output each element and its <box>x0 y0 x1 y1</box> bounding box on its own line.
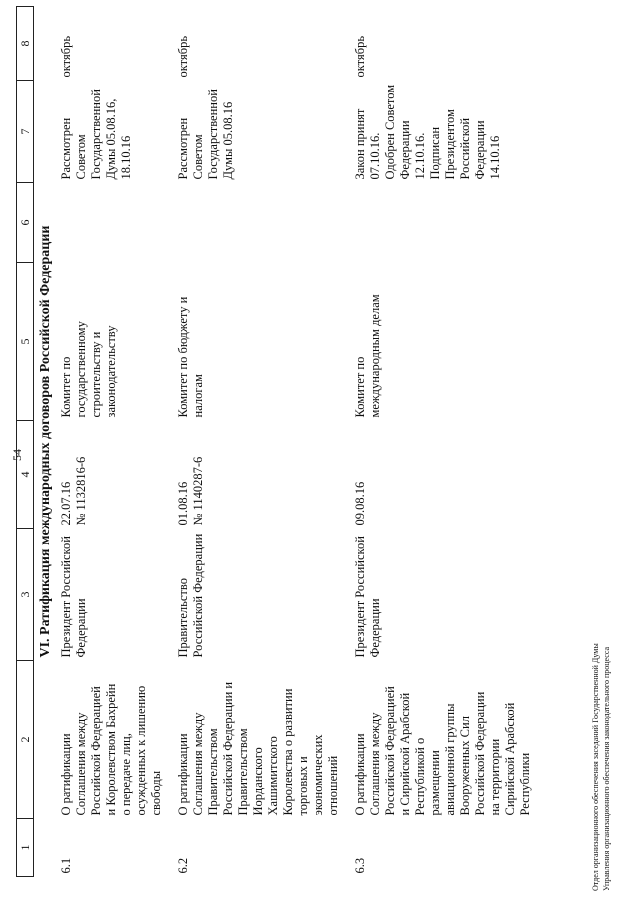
column-number: 1 <box>17 819 34 877</box>
row-number: 6.1 <box>59 857 73 874</box>
column-6-cell <box>176 183 353 263</box>
bill-status: Рассмотрен Советом Государственной Думы 05.08.16, 18.10.16 <box>59 89 133 180</box>
column-number: 8 <box>17 7 34 81</box>
column-number: 3 <box>17 529 34 661</box>
column-number-row <box>17 7 34 877</box>
responsible-committee: Комитет по государственному строительству и законодательству <box>59 321 118 418</box>
bill-initiator: Правительство Российской Федерации <box>176 533 205 658</box>
responsible-committee: Комитет по бюджету и налогам <box>176 296 205 418</box>
bill-initiator: Президент Российской Федерации <box>353 536 382 658</box>
table-row <box>59 7 176 877</box>
bill-status: Закон принят 07.10.16. Одобрен Советом Федерации 12.10.16. Подписан Президентом Российской Федерации 14.10.16 <box>353 84 502 180</box>
page-footer <box>590 643 612 891</box>
footer-line: Управления организационного обеспечения законодательного процесса <box>602 646 611 891</box>
bill-registration: 09.08.16 <box>353 481 367 526</box>
planned-month: октябрь <box>176 35 190 78</box>
bill-registration: 22.07.16 № 1132816-6 <box>59 456 88 526</box>
column-number: 4 <box>17 421 34 529</box>
row-number: 6.3 <box>353 857 367 874</box>
column-number: 6 <box>17 183 34 263</box>
table-row <box>176 7 353 877</box>
bill-registration: 01.08.16 № 1140287-6 <box>176 456 205 526</box>
bill-title: О ратификации Соглашения между Российской Федерацией и Королевством Бахрейн о передаче лиц, осужденных к лишению свободы <box>59 683 163 816</box>
page-number: 54 <box>10 449 24 461</box>
table-row <box>353 7 545 877</box>
column-number: 7 <box>17 81 34 183</box>
section-title: VI. Ратификация международных договоров Российской Федерации <box>38 225 53 658</box>
column-6-cell <box>353 183 545 263</box>
column-6-cell <box>59 183 176 263</box>
bill-title: О ратификации Соглашения между Правительством Российской Федерации и Правительством Иорданского Хашимитского Королевства о развитии торговых и экономических отношений <box>176 681 340 816</box>
column-number: 5 <box>17 263 34 421</box>
footer-line: Отдел организационного обеспечения заседаний Государственной Думы <box>591 643 600 891</box>
column-number: 2 <box>17 661 34 819</box>
planned-month: октябрь <box>353 35 367 78</box>
bill-initiator: Президент Российской Федерации <box>59 536 88 658</box>
bills-table <box>16 6 545 877</box>
bill-status: Рассмотрен Советом Государственной Думы 05.08.16 <box>176 89 235 180</box>
planned-month: октябрь <box>59 35 73 78</box>
section-row <box>34 7 60 877</box>
row-number: 6.2 <box>176 857 190 874</box>
responsible-committee: Комитет по международным делам <box>353 294 382 418</box>
bill-title: О ратификации Соглашения между Российской Федерацией и Сирийской Арабской Республикой о размещении авиационной группы Вооруженных Сил Российской Федерации на территории Сирийской Арабской Республики <box>353 686 532 816</box>
